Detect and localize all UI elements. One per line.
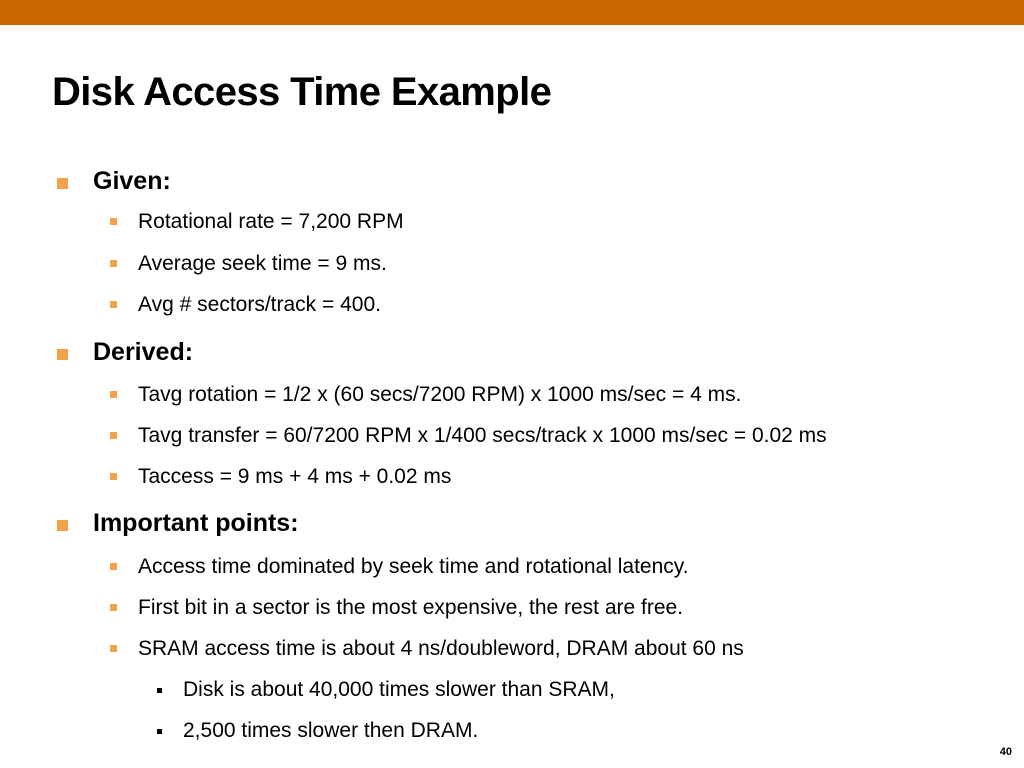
square-bullet-icon bbox=[57, 520, 68, 531]
square-bullet-icon bbox=[57, 178, 68, 189]
small-square-bullet-icon bbox=[157, 729, 162, 734]
square-bullet-icon bbox=[110, 563, 117, 570]
square-bullet-icon bbox=[110, 432, 117, 439]
square-bullet-icon bbox=[110, 391, 117, 398]
square-bullet-icon bbox=[110, 604, 117, 611]
square-bullet-icon bbox=[110, 301, 117, 308]
slide-title: Disk Access Time Example bbox=[52, 70, 552, 114]
square-bullet-icon bbox=[110, 218, 117, 225]
square-bullet-icon bbox=[110, 645, 117, 652]
small-square-bullet-icon bbox=[157, 688, 162, 693]
slide-content: Given: Rotational rate = 7,200 RPM Average seek time = 9 ms. Avg # sectors/track = 400. Derived: Tavg rotation = 1/2 x (60 secs/7200 RPM) x 1000 ms/sec = 4 ms. Tavg transfer = 60/7200 RPM x 1/400 secs/track x 1000 ms/sec = 0.02 ms Taccess = 9 ms + 4 ms + 0.02 ms Important points: Access time dominated by seek time and rotational latency. First bit in a sector is the most expensive, the rest are free. SRAM access time is about 4 ns/doubleword, DRAM about 60 ns Disk is about 40,000 times slower than SRAM, 2,500 times slower then DRAM. bbox=[0, 0, 1024, 768]
square-bullet-icon bbox=[57, 349, 68, 360]
square-bullet-icon bbox=[110, 260, 117, 267]
square-bullet-icon bbox=[110, 473, 117, 480]
page-number: 40 bbox=[999, 746, 1012, 758]
